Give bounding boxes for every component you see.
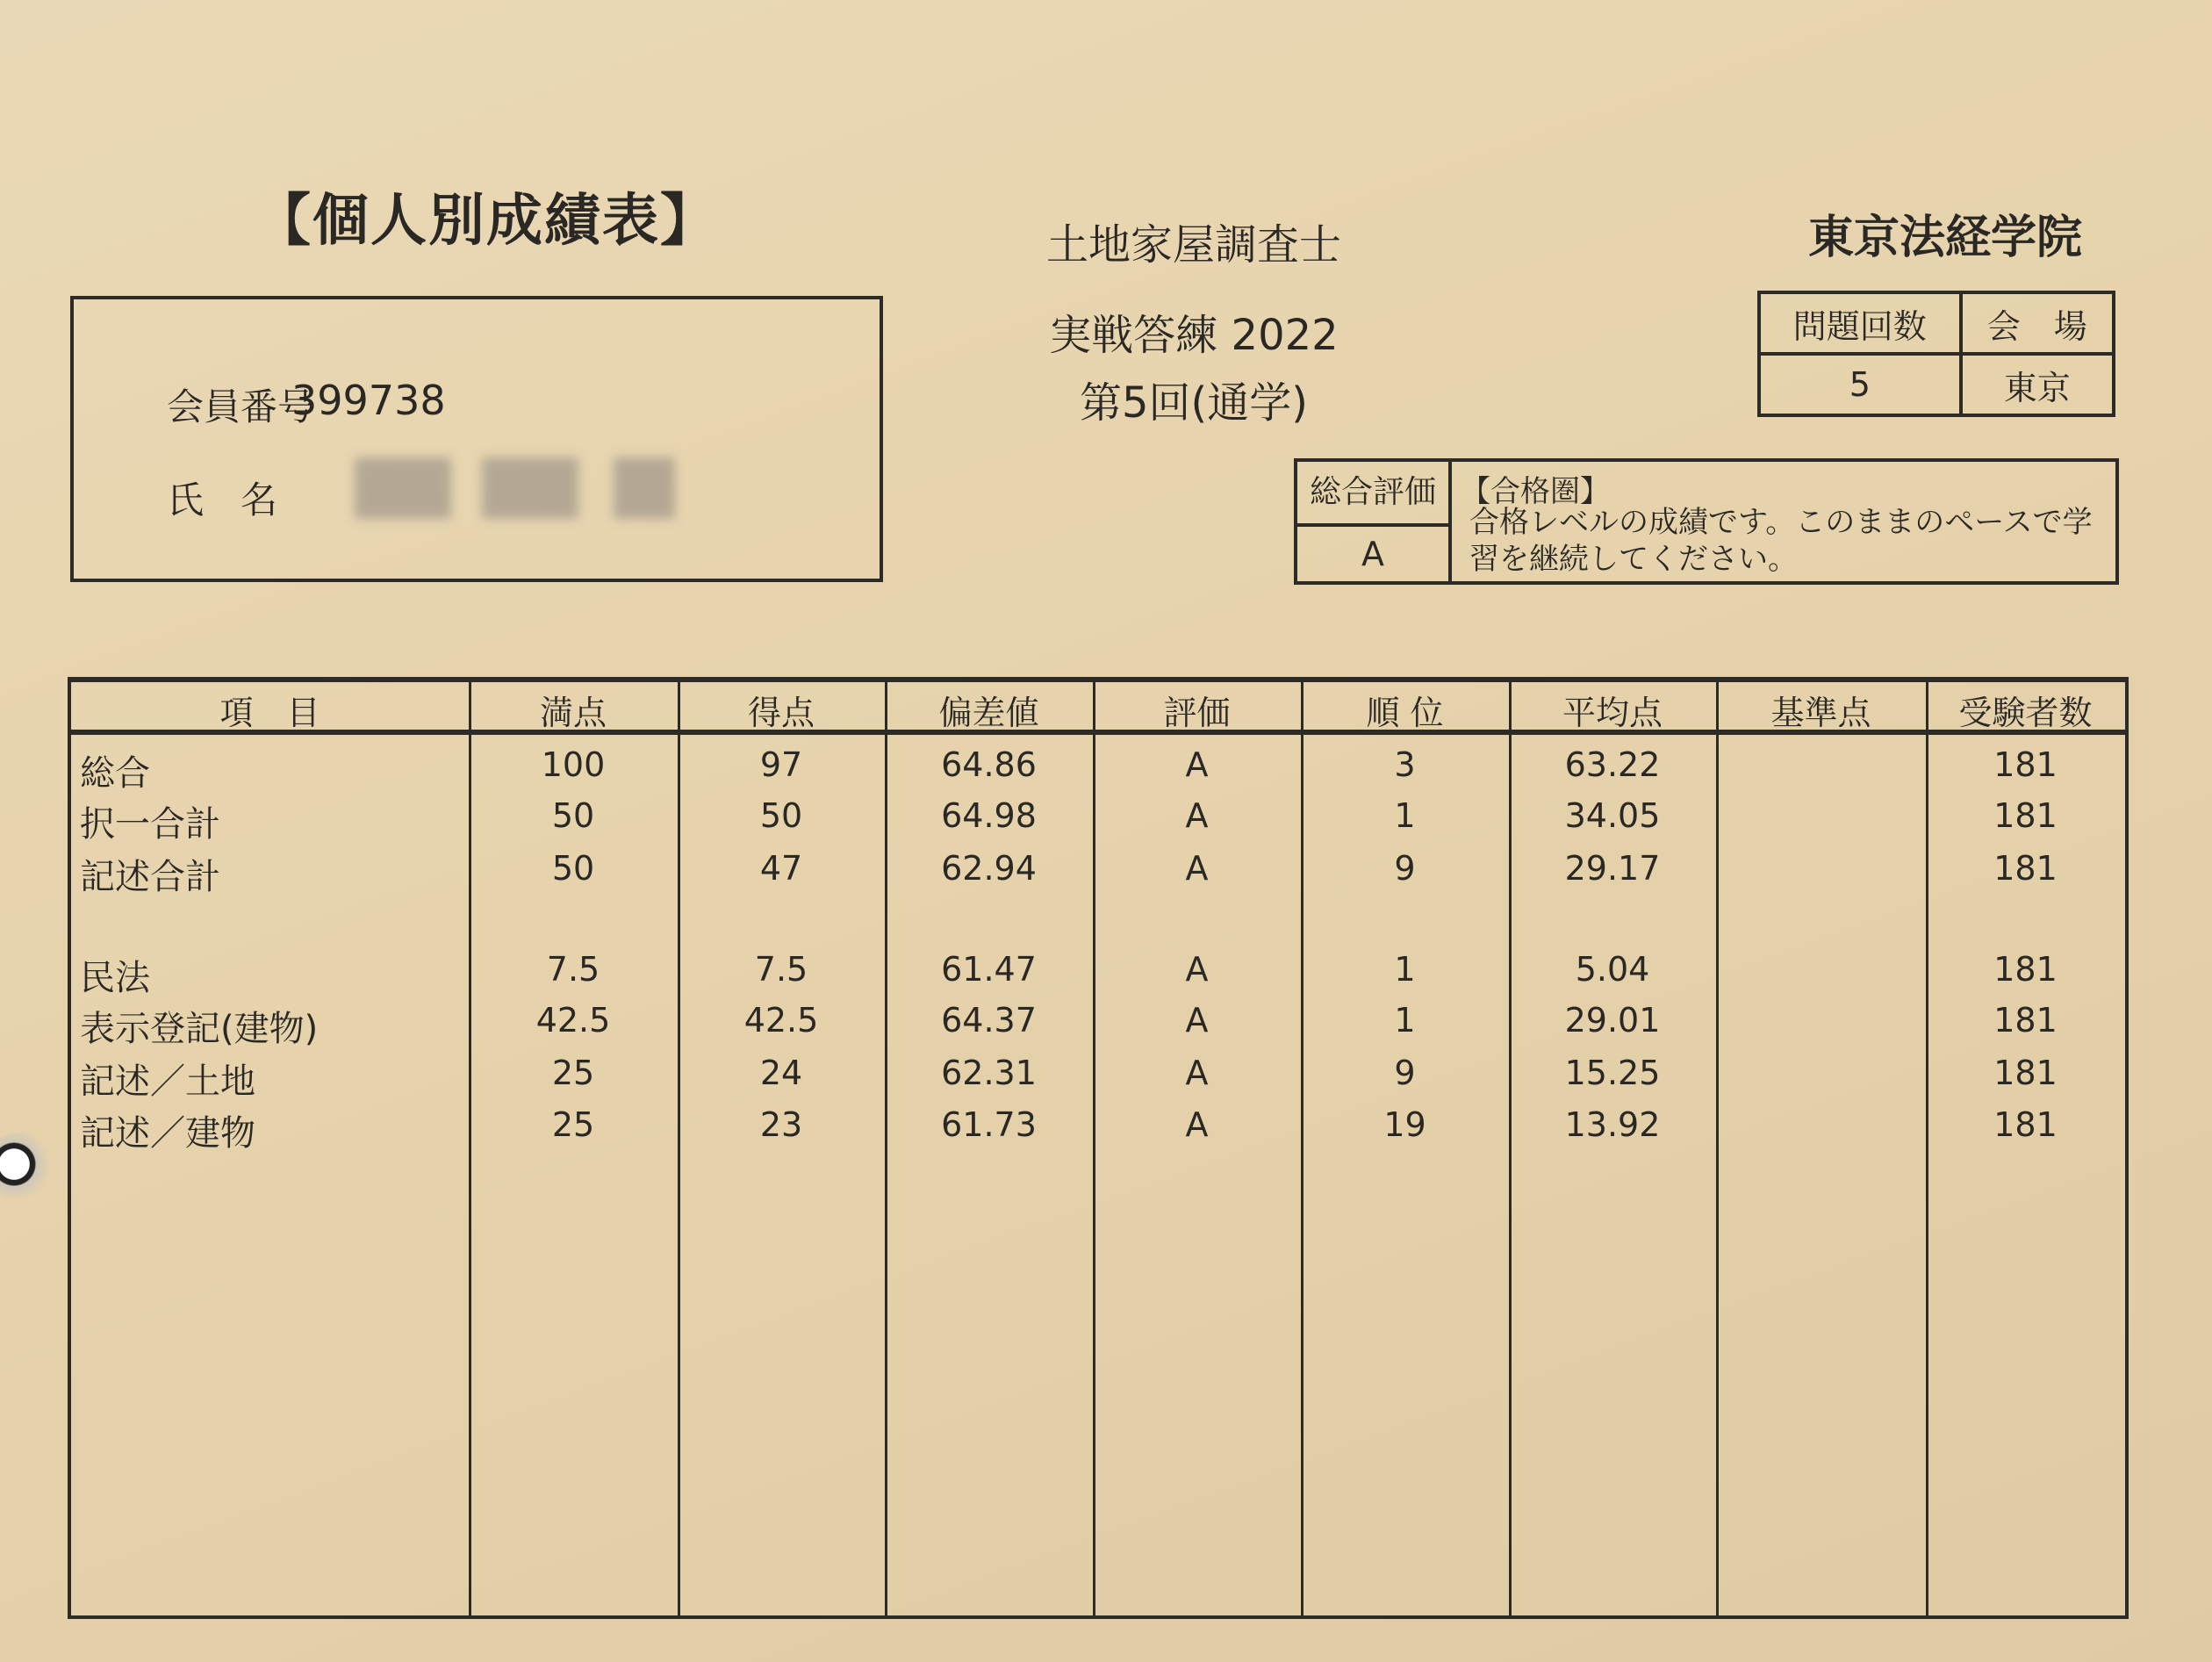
exam-series: 実戦答練 2022 bbox=[1049, 311, 1339, 360]
column-header: 項 目 bbox=[219, 694, 320, 732]
round-value: 5 bbox=[1759, 354, 1961, 415]
column-divider bbox=[1716, 682, 1719, 1615]
table-cell: 181 bbox=[1993, 849, 2058, 888]
table-cell: 50 bbox=[551, 849, 595, 888]
table-cell: 181 bbox=[1993, 745, 2058, 784]
table-cell: 7.5 bbox=[754, 950, 808, 989]
exam-subject: 土地家屋調査士 bbox=[1045, 220, 1341, 270]
column-header: 基準点 bbox=[1770, 694, 1871, 732]
column-header: 偏差値 bbox=[938, 694, 1039, 732]
column-header: 平均点 bbox=[1562, 694, 1663, 732]
table-cell: 181 bbox=[1993, 950, 2058, 989]
member-number: 399738 bbox=[291, 377, 446, 424]
table-cell: 7.5 bbox=[546, 950, 600, 989]
document-title: 【個人別成績表】 bbox=[255, 189, 718, 254]
table-cell: 13.92 bbox=[1564, 1105, 1661, 1144]
member-info-box bbox=[70, 296, 883, 582]
table-cell: 29.01 bbox=[1564, 1001, 1661, 1040]
row-item-label: 記述／建物 bbox=[80, 1113, 255, 1154]
column-header: 受験者数 bbox=[1958, 694, 2093, 732]
table-cell: 64.86 bbox=[941, 745, 1037, 784]
redacted-name bbox=[355, 457, 451, 519]
table-cell: 47 bbox=[759, 849, 803, 888]
table-cell: 42.5 bbox=[743, 1001, 819, 1040]
binder-hole bbox=[0, 1133, 61, 1203]
table-cell: 9 bbox=[1394, 849, 1416, 888]
comment-text: 合格レベルの成績です。このままのペースで学習を継続してください。 bbox=[1469, 505, 2093, 577]
table-cell: A bbox=[1185, 849, 1209, 888]
table-cell: 97 bbox=[759, 745, 803, 784]
overall-label: 総合評価 bbox=[1297, 462, 1452, 527]
table-cell: 62.94 bbox=[941, 849, 1037, 888]
table-cell: A bbox=[1185, 745, 1209, 784]
table-cell: A bbox=[1185, 1054, 1209, 1092]
redacted-name bbox=[482, 457, 578, 519]
column-header: 評価 bbox=[1163, 694, 1231, 732]
session-table bbox=[1757, 291, 2115, 417]
member-number-label: 会員番号 bbox=[167, 385, 315, 428]
table-cell: 3 bbox=[1394, 745, 1416, 784]
column-header: 順 位 bbox=[1366, 694, 1444, 732]
table-cell: 1 bbox=[1394, 950, 1416, 989]
column-header: 満点 bbox=[539, 694, 607, 732]
exam-round: 第5回(通学) bbox=[1080, 378, 1308, 428]
comment-title: 【合格圏】 bbox=[1461, 474, 1610, 509]
table-cell: 64.37 bbox=[941, 1001, 1037, 1040]
row-item-label: 総合 bbox=[80, 753, 150, 794]
table-cell: 181 bbox=[1993, 1001, 2058, 1040]
table-cell: 50 bbox=[551, 796, 595, 835]
table-cell: 25 bbox=[551, 1105, 595, 1144]
row-item-label: 択一合計 bbox=[80, 804, 220, 845]
overall-grade: A bbox=[1297, 527, 1452, 581]
table-cell: 61.47 bbox=[941, 950, 1037, 989]
table-cell: 61.73 bbox=[941, 1105, 1037, 1144]
name-label: 氏 名 bbox=[167, 478, 278, 522]
table-cell: 1 bbox=[1394, 796, 1416, 835]
school-name: 東京法経学院 bbox=[1808, 212, 2083, 264]
table-cell: A bbox=[1185, 1001, 1209, 1040]
table-cell: 64.98 bbox=[941, 796, 1037, 835]
row-item-label: 表示登記(建物) bbox=[80, 1009, 319, 1049]
table-cell: A bbox=[1185, 1105, 1209, 1144]
table-cell: 63.22 bbox=[1564, 745, 1661, 784]
table-cell: 34.05 bbox=[1564, 796, 1661, 835]
table-cell: A bbox=[1185, 950, 1209, 989]
table-cell: 42.5 bbox=[535, 1001, 611, 1040]
table-cell: 1 bbox=[1394, 1001, 1416, 1040]
table-cell: 62.31 bbox=[941, 1054, 1037, 1092]
table-cell: 25 bbox=[551, 1054, 595, 1092]
venue-header: 会 場 bbox=[1961, 292, 2114, 354]
table-cell: 23 bbox=[759, 1105, 803, 1144]
table-cell: 100 bbox=[541, 745, 606, 784]
redacted-name bbox=[614, 457, 675, 519]
column-header: 得点 bbox=[747, 694, 815, 732]
score-table bbox=[68, 677, 2129, 1619]
venue-value: 東京 bbox=[1961, 354, 2114, 415]
table-cell: 50 bbox=[759, 796, 803, 835]
row-item-label: 記述合計 bbox=[80, 857, 220, 897]
table-cell: 181 bbox=[1993, 796, 2058, 835]
row-item-label: 民法 bbox=[80, 958, 150, 998]
table-cell: A bbox=[1185, 796, 1209, 835]
table-cell: 5.04 bbox=[1575, 950, 1650, 989]
row-item-label: 記述／土地 bbox=[80, 1061, 255, 1102]
table-cell: 24 bbox=[759, 1054, 803, 1092]
overall-evaluation-box bbox=[1294, 458, 2119, 585]
table-cell: 29.17 bbox=[1564, 849, 1661, 888]
table-cell: 19 bbox=[1383, 1105, 1426, 1144]
table-cell: 181 bbox=[1993, 1105, 2058, 1144]
table-cell: 9 bbox=[1394, 1054, 1416, 1092]
table-cell: 15.25 bbox=[1564, 1054, 1661, 1092]
round-header: 問題回数 bbox=[1759, 292, 1961, 354]
table-cell: 181 bbox=[1993, 1054, 2058, 1092]
